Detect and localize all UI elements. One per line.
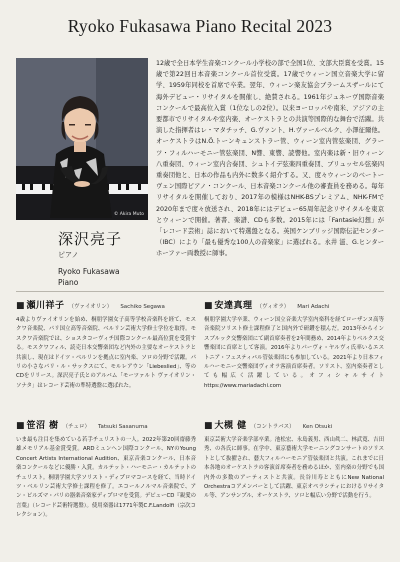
main-performer-bio: 12歳で全日本学生音楽コンクール小学校の部で全国1位、文部大臣賞を受賞。15歳で第22回日本音楽コンクール首位受賞。17歳でウィーン国立音楽大学に留学、1959年同校を首席で卒業。翌年、ウィーン楽友協会ブラームスザールにて海外デビュー・リサイタルを開催し、絶賛される。1961年ジュネーヴ国際音楽コンクールで最高位入賞（1位なしの2位）。以来ヨーロッパや南米、アジアの主要都市でリサイタルや室内楽、オーケストラとの共演等国際的な舞台で活躍。共演した指揮者はレ・マタチッチ、G.ヴァント、H.ヴァールベルク、小澤征爾他。オーケストラはN.Ö.トーンキュンストラー管、ウィーン室内管弦楽団、グラーツ・フィルハーモニー管弦楽団、N響、東響、読響他。室内楽は新・旧ウィーン八重奏団、ウィーン室内合奏団、シュトイデ弦楽四重奏団、ブリュッセル弦楽四重奏団他と、日本の作品も内外に数多く紹介する。又、度々ウィーンのベートーヴェン国際ピアノ・コンクール、日本音楽コンクール他の審査員を務める。毎年リサイタルを開催しており、2017年の模様はNHK-BSプレミアム、NHK-FMで2020年まで度々放送され、2018年にはデビュー65周年記念リサイタルを東京とウィーンで開催。著書、楽譜、CDも多数。2015年には「Fantasie幻想」が「レコード芸術」誌において特選盤となる。英国ケンブリッジ国際伝記センター（IBC）により「最も優秀な100人の音楽家」に選ばれる。永井 滋、G.ヒンターホーファー両教授に師事。 [156, 60, 384, 258]
square-bullet-icon: ■ [16, 421, 25, 431]
performer-name: 瀬川祥子 [26, 301, 65, 311]
performer-card [204, 418, 384, 502]
performer-card [16, 418, 196, 521]
performer-bio: 東京芸術大学音楽学部卒業。池松宏、永島義男、西山眞二、林武寛、吉田秀、の各氏に師事。在学中、東京藝術大学モーニングコンサートのソリストとして抜擢され、藝大フィルハーモニア管弦楽団と共演。これまでに日本各地のオーケストラの客演首席奏者を務めるほか、室内楽の分野でも国内外の多数のアーティストと共演。長谷川寿とともにNew National Orchestraコアメンバーとして活躍、東京オペラシティにおけるリサイタル等、アンサンブル、オーケストラ、ソロと幅広い分野で活動を行う。 [204, 437, 384, 500]
square-bullet-icon: ■ [204, 421, 213, 431]
performer-name-en-block [58, 266, 138, 288]
performer-heading [16, 418, 196, 432]
performer-name: 大槻 健 [214, 421, 247, 431]
pianist-portrait [16, 58, 148, 220]
performer-heading [204, 298, 384, 312]
performer-role-en: Piano [58, 278, 79, 287]
performer-bio: 4歳よりヴァイオリンを始め、桐朋学園女子高等学校音楽科を経て、モスクワ音楽院、パリ国立高等音楽院、ベルリン芸術大学修士学位を取得。モスクワ音楽院では、ショスタコーヴィチ国際コンクール最高位賞を受賞する。モスクワフィル、読売日本交響楽団など内外の主要なオーケストラと共演し、現在はドイツ・ベルリンを拠点に室内楽、ソロの分野で活躍。パリの小さなパリ・ル・サックスにて、モルレアウン「Liebeslied」、等のCDをリリース。深沢亮子氏とのアルバム「モーツァルト ヴァイオリン・ソナタ」はレコード芸術の準特選盤に選ばれた。 [16, 317, 196, 389]
performer-name: 笹沼 樹 [26, 421, 59, 431]
performer-bio: 桐朋学園大学卒業、ウィーン国立音楽大学室内楽科を経てローザンヌ高等音楽院ソリスト修士課程修了と国内外で研鑽を積んだ。2013年からインスブルック交響楽団にて副首席奏者を2年間務め、2014年よりベルクス交響楽団に首席として客演。2016年よりパーヴォ・ヤルヴィ氏率いるエストニア・フェスティバル管弦楽団にも参加している。2021年より日本フィルハーモニー交響楽団ヴィオラ客演首席奏者。ソリスト、室内楽奏者としても幅広く活躍している。オフィシャルサイト https://www.mariadachi.com [204, 317, 384, 389]
photo-credit: © Akira Muto [113, 212, 144, 217]
square-bullet-icon: ■ [16, 301, 25, 311]
performer-photo [16, 58, 148, 220]
section-divider [16, 291, 384, 292]
performer-card [16, 298, 196, 391]
performer-role-ja: ピアノ [58, 251, 79, 259]
performer-heading [204, 418, 384, 432]
performer-name-ja: 深沢亮子 [58, 230, 123, 248]
performer-name-en: Tatsuki Sasanuma [98, 424, 148, 430]
performer-name-en: Mari Adachi [297, 304, 330, 310]
performer-bio: いま最も注目を集めている若手チェリストの一人。2022年第20回齋藤秀雄メモリアル基金賞受賞。ARDミュンヘン国際コンクール、NYのYoung Concert Artists International Audition、東京音楽コンクール、日本音楽コンクールなどに優勝・入賞。カルテット・ハーモニー・カルテットのチェリスト。桐朋学園大学ソリスト・ディプロマコースを経て、当時ドイツ・ベルリン芸術大学修士課程を修了。エコールノルマル音楽院で、アン・ビルズマ・パリの器楽音楽家ディプロマを受賞。デビューCD『親愛の言葉』（レコード芸術特選盤）。使用楽器は1771年製C.F.Landolfi（宗次コレクション）。 [16, 437, 196, 519]
page-title: Ryoko Fukasawa Piano Recital 2023 [67, 16, 333, 36]
performer-card [204, 298, 384, 391]
performer-name: 安達真理 [214, 301, 253, 311]
performer-name-en: Ken Otsuki [302, 424, 333, 430]
performer-instrument: （ヴィオラ） [256, 304, 290, 310]
square-bullet-icon: ■ [204, 301, 213, 311]
performer-instrument: （ヴァイオリン） [68, 304, 113, 310]
performer-name-en: Sachiko Segawa [120, 304, 165, 310]
performer-instrument: （コントラバス） [250, 424, 295, 430]
performer-instrument: （チェロ） [62, 424, 90, 430]
performer-heading [16, 298, 196, 312]
performer-name-en: Ryoko Fukasawa [58, 267, 120, 276]
